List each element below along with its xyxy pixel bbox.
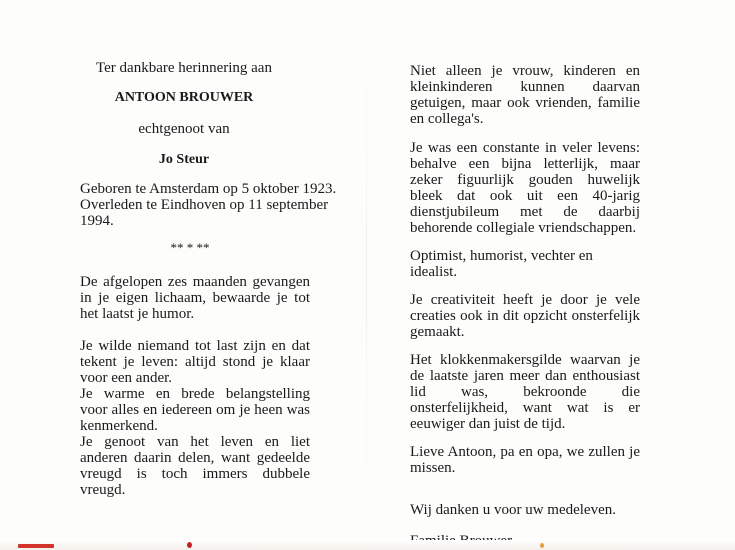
death-year: 1994.: [80, 213, 114, 229]
deceased-name: ANTOON BROUWER: [114, 90, 254, 105]
color-speck: [18, 544, 54, 548]
paragraph: Je was een constante in veler levens: behalve een bijna letterlijk, maar zeker figuurlijk gouden huwelijk bleek dat ook uit een 40-jarig dienstjubileum met de daarbij behorende collegiale vriendschappen.: [410, 140, 640, 236]
paragraph: De afgelopen zes maanden gevangen in je eigen lichaam, bewaarde je tot het laatst je humor.: [80, 274, 310, 322]
color-speck: [187, 542, 192, 548]
left-column: [80, 60, 337, 498]
thanks-line: Wij danken u voor uw medeleven.: [410, 502, 617, 518]
intro-text: Ter dankbare herinnering aan: [96, 60, 272, 76]
fold-line: [366, 20, 367, 530]
paragraph: Je creativiteit heeft je door je vele creaties ook in dit opzicht onsterfelijk gemaakt.: [410, 292, 640, 340]
paragraph: Je wilde niemand tot last zijn en dat tekent je leven: altijd stond je klaar voor een ander.: [80, 338, 310, 386]
card-edge: [0, 540, 735, 550]
spouse-intro: echtgenoot van: [138, 121, 230, 137]
paragraph: Je genoot van het leven en liet anderen daarin delen, want gedeelde vreugd is toch immers dubbele vreugd.: [80, 434, 310, 498]
spouse-name: Jo Steur: [158, 152, 210, 167]
separator: ** * **: [170, 240, 210, 255]
color-speck: [540, 543, 544, 548]
right-column: [410, 63, 640, 549]
death-line: Overleden te Eindhoven op 11 september: [80, 197, 329, 213]
paragraph: Optimist, humorist, vechter en idealist.: [410, 248, 593, 280]
paragraph: Het klokkenmakersgilde waarvan je de laatste jaren meer dan enthousiast lid was, bekroonde die onsterfelijkheid, want wat is er eeuwiger dan juist de tijd.: [410, 352, 640, 432]
birth-line: Geboren te Amsterdam op 5 oktober 1923.: [80, 181, 337, 197]
paragraph: Niet alleen je vrouw, kinderen en kleinkinderen kunnen daarvan getuigen, maar ook vrienden, familie en collega's.: [410, 63, 640, 127]
paragraph: Je warme en brede belangstelling voor alles en iedereen om je heen was kenmerkend.: [80, 386, 310, 434]
paragraph: Lieve Antoon, pa en opa, we zullen je missen.: [410, 444, 640, 476]
